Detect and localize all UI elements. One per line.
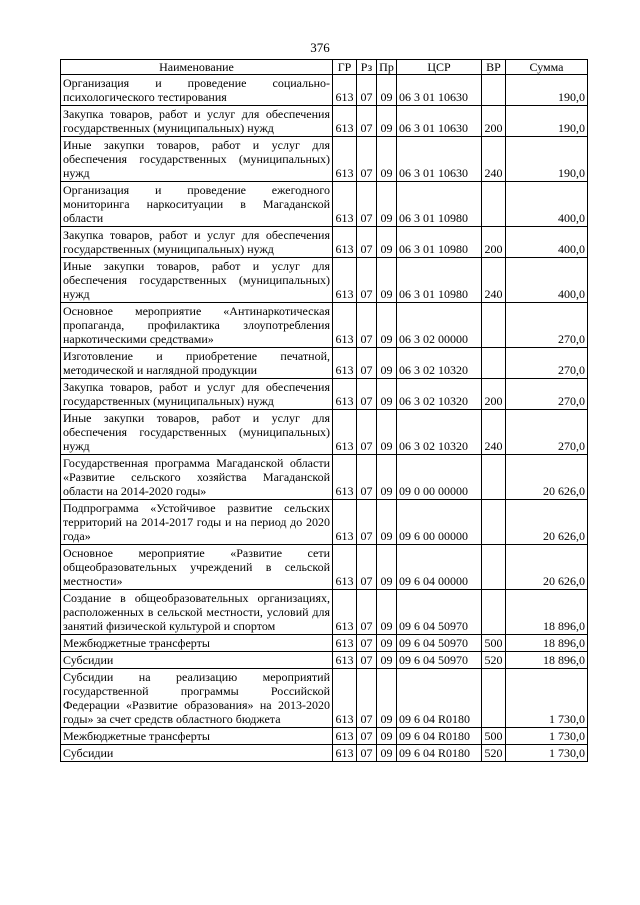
row-pr: 09 <box>377 258 397 303</box>
row-sum: 270,0 <box>506 410 588 455</box>
row-rz: 07 <box>357 106 377 137</box>
row-vr: 240 <box>482 410 506 455</box>
table-row <box>61 410 588 455</box>
row-pr: 09 <box>377 455 397 500</box>
table-row <box>61 500 588 545</box>
header-row <box>61 60 588 75</box>
row-csr: 06 3 01 10980 <box>397 227 482 258</box>
row-name: Иные закупки товаров, работ и услуг для обеспечения государственных (муниципальных) нужд <box>61 410 333 455</box>
row-gr: 613 <box>333 348 357 379</box>
row-vr <box>482 182 506 227</box>
row-rz: 07 <box>357 500 377 545</box>
row-csr: 09 6 04 00000 <box>397 545 482 590</box>
row-rz: 07 <box>357 545 377 590</box>
row-sum: 270,0 <box>506 348 588 379</box>
row-csr: 06 3 01 10630 <box>397 75 482 106</box>
header-sum: Сумма <box>506 60 588 75</box>
row-pr: 09 <box>377 75 397 106</box>
row-gr: 613 <box>333 590 357 635</box>
row-sum: 190,0 <box>506 106 588 137</box>
table-row <box>61 75 588 106</box>
row-gr: 613 <box>333 227 357 258</box>
row-vr <box>482 303 506 348</box>
header-csr: ЦСР <box>397 60 482 75</box>
table-row <box>61 348 588 379</box>
table-row <box>61 303 588 348</box>
header-name: Наименование <box>61 60 333 75</box>
row-gr: 613 <box>333 500 357 545</box>
row-csr: 09 6 04 R0180 <box>397 745 482 762</box>
table-row <box>61 635 588 652</box>
table-row <box>61 590 588 635</box>
row-sum: 18 896,0 <box>506 652 588 669</box>
row-gr: 613 <box>333 106 357 137</box>
row-pr: 09 <box>377 745 397 762</box>
row-vr <box>482 348 506 379</box>
row-name: Субсидии <box>61 652 333 669</box>
row-csr: 06 3 01 10980 <box>397 182 482 227</box>
row-sum: 18 896,0 <box>506 590 588 635</box>
table-row <box>61 137 588 182</box>
row-pr: 09 <box>377 182 397 227</box>
row-gr: 613 <box>333 455 357 500</box>
row-rz: 07 <box>357 455 377 500</box>
row-sum: 400,0 <box>506 227 588 258</box>
row-name: Основное мероприятие «Антинаркотическая пропаганда, профилактика злоупотребления наркотическими средствами» <box>61 303 333 348</box>
row-sum: 1 730,0 <box>506 669 588 728</box>
row-sum: 20 626,0 <box>506 545 588 590</box>
row-vr <box>482 455 506 500</box>
row-vr <box>482 500 506 545</box>
row-vr <box>482 545 506 590</box>
row-rz: 07 <box>357 669 377 728</box>
row-gr: 613 <box>333 652 357 669</box>
row-pr: 09 <box>377 410 397 455</box>
row-vr <box>482 75 506 106</box>
row-csr: 09 0 00 00000 <box>397 455 482 500</box>
row-pr: 09 <box>377 728 397 745</box>
row-gr: 613 <box>333 182 357 227</box>
row-pr: 09 <box>377 137 397 182</box>
row-pr: 09 <box>377 348 397 379</box>
row-csr: 06 3 01 10980 <box>397 258 482 303</box>
row-gr: 613 <box>333 545 357 590</box>
row-vr <box>482 669 506 728</box>
row-pr: 09 <box>377 669 397 728</box>
row-name: Подпрограмма «Устойчивое развитие сельских территорий на 2014-2017 годы и на период до 2020 года» <box>61 500 333 545</box>
row-name: Изготовление и приобретение печатной, методической и наглядной продукции <box>61 348 333 379</box>
row-csr: 06 3 02 10320 <box>397 379 482 410</box>
row-pr: 09 <box>377 303 397 348</box>
row-sum: 400,0 <box>506 182 588 227</box>
row-rz: 07 <box>357 379 377 410</box>
table-row <box>61 182 588 227</box>
row-rz: 07 <box>357 652 377 669</box>
row-vr: 200 <box>482 379 506 410</box>
row-sum: 270,0 <box>506 379 588 410</box>
row-gr: 613 <box>333 379 357 410</box>
header-pr: Пр <box>377 60 397 75</box>
row-pr: 09 <box>377 590 397 635</box>
row-rz: 07 <box>357 75 377 106</box>
row-csr: 09 6 04 50970 <box>397 590 482 635</box>
row-rz: 07 <box>357 635 377 652</box>
row-vr: 240 <box>482 137 506 182</box>
table-row <box>61 455 588 500</box>
table-row <box>61 728 588 745</box>
row-sum: 1 730,0 <box>506 745 588 762</box>
row-csr: 06 3 02 00000 <box>397 303 482 348</box>
row-sum: 190,0 <box>506 137 588 182</box>
row-vr: 500 <box>482 728 506 745</box>
table-row <box>61 545 588 590</box>
row-name: Межбюджетные трансферты <box>61 635 333 652</box>
budget-table <box>60 59 588 762</box>
row-name: Закупка товаров, работ и услуг для обеспечения государственных (муниципальных) нужд <box>61 106 333 137</box>
row-name: Основное мероприятие «Развитие сети общеобразовательных учреждений в сельской местности» <box>61 545 333 590</box>
row-name: Субсидии <box>61 745 333 762</box>
row-rz: 07 <box>357 258 377 303</box>
row-csr: 06 3 02 10320 <box>397 410 482 455</box>
table-row <box>61 745 588 762</box>
row-gr: 613 <box>333 410 357 455</box>
table-row <box>61 652 588 669</box>
row-pr: 09 <box>377 652 397 669</box>
row-csr: 09 6 04 R0180 <box>397 669 482 728</box>
row-csr: 09 6 00 00000 <box>397 500 482 545</box>
row-name: Организация и проведение социально-психологического тестирования <box>61 75 333 106</box>
row-name: Государственная программа Магаданской области «Развитие сельского хозяйства Магаданской области на 2014-2020 годы» <box>61 455 333 500</box>
row-sum: 270,0 <box>506 303 588 348</box>
row-vr: 500 <box>482 635 506 652</box>
row-vr <box>482 590 506 635</box>
header-vr: ВР <box>482 60 506 75</box>
table-row <box>61 669 588 728</box>
row-csr: 06 3 01 10630 <box>397 137 482 182</box>
row-vr: 200 <box>482 106 506 137</box>
row-rz: 07 <box>357 590 377 635</box>
row-gr: 613 <box>333 75 357 106</box>
table-row <box>61 258 588 303</box>
row-csr: 09 6 04 50970 <box>397 652 482 669</box>
row-sum: 1 730,0 <box>506 728 588 745</box>
row-rz: 07 <box>357 348 377 379</box>
row-rz: 07 <box>357 410 377 455</box>
row-name: Организация и проведение ежегодного мониторинга наркоситуации в Магаданской области <box>61 182 333 227</box>
row-name: Закупка товаров, работ и услуг для обеспечения государственных (муниципальных) нужд <box>61 379 333 410</box>
row-rz: 07 <box>357 182 377 227</box>
row-pr: 09 <box>377 500 397 545</box>
row-name: Межбюджетные трансферты <box>61 728 333 745</box>
row-csr: 09 6 04 50970 <box>397 635 482 652</box>
row-pr: 09 <box>377 379 397 410</box>
row-gr: 613 <box>333 745 357 762</box>
row-pr: 09 <box>377 545 397 590</box>
row-pr: 09 <box>377 635 397 652</box>
row-name: Закупка товаров, работ и услуг для обеспечения государственных (муниципальных) нужд <box>61 227 333 258</box>
row-csr: 09 6 04 R0180 <box>397 728 482 745</box>
row-name: Субсидии на реализацию мероприятий государственной программы Российской Федерации «Развитие образования» на 2013-2020 годы» за счет средств областного бюджета <box>61 669 333 728</box>
row-pr: 09 <box>377 227 397 258</box>
row-csr: 06 3 02 10320 <box>397 348 482 379</box>
table-row <box>61 227 588 258</box>
row-sum: 20 626,0 <box>506 500 588 545</box>
table-body <box>61 75 588 762</box>
row-gr: 613 <box>333 137 357 182</box>
table-row <box>61 379 588 410</box>
header-gr: ГР <box>333 60 357 75</box>
row-gr: 613 <box>333 728 357 745</box>
row-gr: 613 <box>333 258 357 303</box>
row-vr: 200 <box>482 227 506 258</box>
row-sum: 400,0 <box>506 258 588 303</box>
row-rz: 07 <box>357 728 377 745</box>
table-row <box>61 106 588 137</box>
row-rz: 07 <box>357 137 377 182</box>
row-name: Иные закупки товаров, работ и услуг для обеспечения государственных (муниципальных) нужд <box>61 258 333 303</box>
row-csr: 06 3 01 10630 <box>397 106 482 137</box>
row-gr: 613 <box>333 303 357 348</box>
row-name: Иные закупки товаров, работ и услуг для обеспечения государственных (муниципальных) нужд <box>61 137 333 182</box>
row-vr: 520 <box>482 745 506 762</box>
row-sum: 18 896,0 <box>506 635 588 652</box>
row-name: Создание в общеобразовательных организациях, расположенных в сельской местности, условий для занятий физической культурой и спортом <box>61 590 333 635</box>
row-gr: 613 <box>333 669 357 728</box>
row-gr: 613 <box>333 635 357 652</box>
row-sum: 190,0 <box>506 75 588 106</box>
header-rz: Рз <box>357 60 377 75</box>
row-pr: 09 <box>377 106 397 137</box>
row-rz: 07 <box>357 303 377 348</box>
page-number: 376 <box>310 40 330 55</box>
row-vr: 240 <box>482 258 506 303</box>
row-sum: 20 626,0 <box>506 455 588 500</box>
row-vr: 520 <box>482 652 506 669</box>
row-rz: 07 <box>357 227 377 258</box>
row-rz: 07 <box>357 745 377 762</box>
